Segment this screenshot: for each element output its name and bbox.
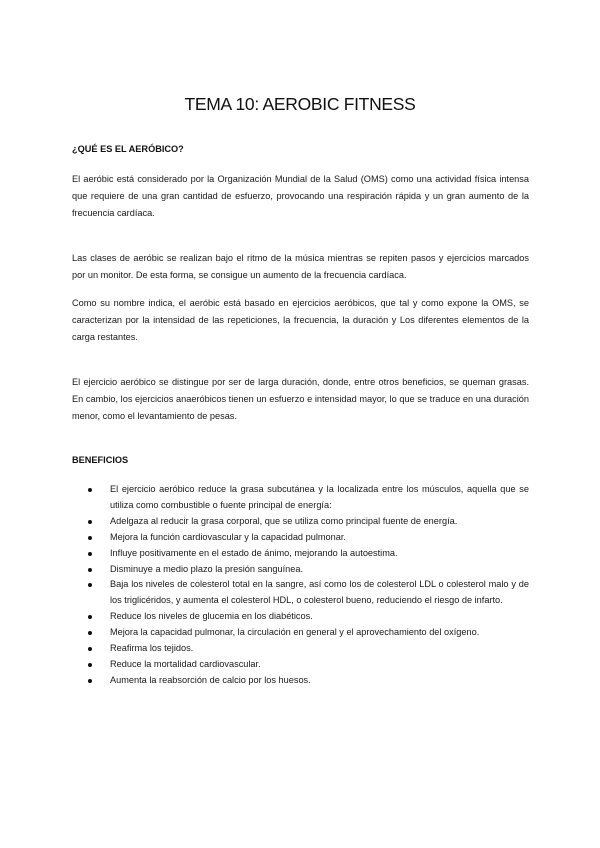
bullet-icon	[88, 679, 92, 683]
list-item	[72, 577, 529, 609]
list-item-text: Aumenta la reabsorción de calcio por los huesos.	[110, 674, 311, 685]
bullet-icon	[88, 520, 92, 524]
bullet-icon	[88, 583, 92, 587]
list-item-text: Adelgaza al reducir la grasa corporal, que se utiliza como principal fuente de energía.	[110, 515, 458, 526]
bullet-icon	[88, 615, 92, 619]
list-item	[72, 530, 529, 546]
bullet-icon	[88, 631, 92, 635]
paragraph-classes: Las clases de aeróbic se realizan bajo el ritmo de la música mientras se repiten pasos y ejercicios marcados por un monitor. De esta forma, se consigue un aumento de la frecuencia cardíaca.	[72, 253, 529, 280]
page-title: TEMA 10: AEROBIC FITNESS	[184, 94, 416, 114]
paragraph-definition: El aeróbic está considerado por la Organización Mundial de la Salud (OMS) como una actividad física intensa que requiere de una gran cantidad de esfuerzo, provocando una respiración rápida y un gran aumento de la frecuencia cardíaca.	[72, 174, 529, 218]
bullet-icon	[88, 663, 92, 667]
list-item-text: Mejora la función cardiovascular y la capacidad pulmonar.	[110, 531, 346, 542]
list-item	[72, 562, 529, 578]
list-item	[72, 625, 529, 641]
benefits-list	[72, 482, 529, 689]
list-item-text: Reduce los niveles de glucemia en los diabéticos.	[110, 611, 313, 622]
list-item	[72, 546, 529, 562]
list-item-text: Mejora la capacidad pulmonar, la circulación en general y el aprovechamiento del oxígeno.	[110, 627, 480, 638]
bullet-icon	[88, 552, 92, 556]
list-item-text: Baja los niveles de colesterol total en la sangre, así como los de colesterol LDL o colesterol malo y de los triglicéridos, y aumenta el colesterol HDL, o colesterol bueno, reduciendo el riesgo de infarto.	[110, 579, 529, 606]
paragraph-aerobic-vs-anaerobic: El ejercicio aeróbico se distingue por ser de larga duración, donde, entre otros beneficios, se queman grasas. En cambio, los ejercicios anaeróbicos tienen un esfuerzo e intensidad mayor, lo que se traduce en una duración menor, como el levantamiento de pesas.	[72, 377, 529, 421]
bullet-icon	[88, 647, 92, 651]
list-item-text: Influye positivamente en el estado de ánimo, mejorando la autoestima.	[110, 547, 398, 558]
list-item	[72, 657, 529, 673]
list-item-text: Reafirma los tejidos.	[110, 643, 194, 654]
bullet-icon	[88, 536, 92, 540]
list-item	[72, 641, 529, 657]
list-item	[72, 514, 529, 530]
section-heading-que-es: ¿QUÉ ES EL AERÓBICO?	[72, 144, 184, 154]
list-item	[72, 673, 529, 689]
bullet-icon	[88, 488, 92, 492]
list-item-text: Disminuye a medio plazo la presión sanguínea.	[110, 563, 304, 574]
paragraph-characteristics: Como su nombre indica, el aeróbic está basado en ejercicios aeróbicos, que tal y como expone la OMS, se caracterizan por la intensidad de las repeticiones, la frecuencia, la duración y Los diferentes elementos de la carga restantes.	[72, 298, 529, 342]
list-item-text: El ejercicio aeróbico reduce la grasa subcutánea y la localizada entre los músculos, aquella que se utiliza como combustible o fuente principal de energía:	[110, 484, 529, 510]
list-item	[72, 482, 529, 514]
section-heading-beneficios: BENEFICIOS	[72, 455, 129, 465]
bullet-icon	[88, 568, 92, 572]
list-item-text: Reduce la mortalidad cardiovascular.	[110, 658, 261, 669]
list-item	[72, 609, 529, 625]
